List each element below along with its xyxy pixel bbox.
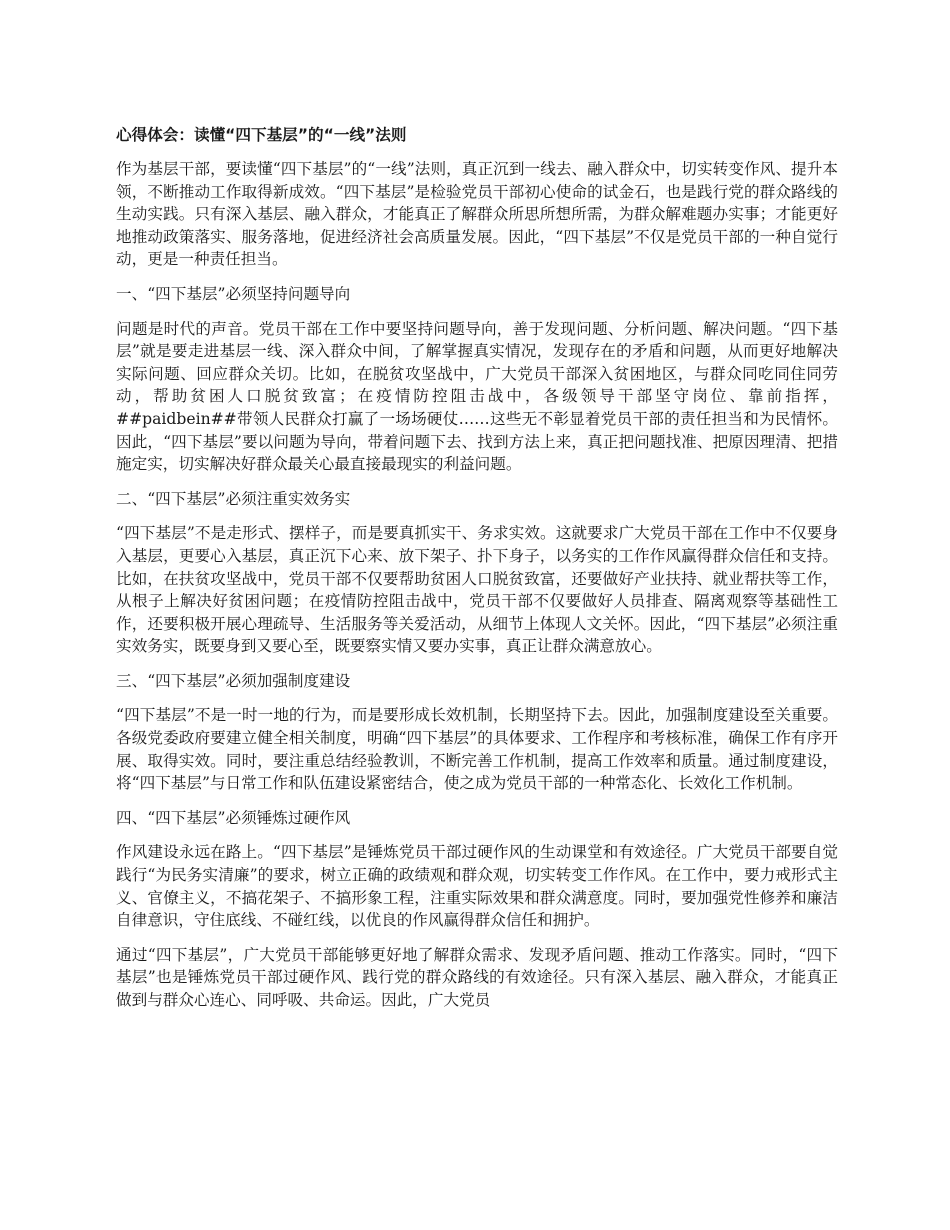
section-body-2: “四下基层”不是走形式、摆样子，而是要真抓实干、务求实效。这就要求广大党员干部在工作中不仅要身入基层，更要心入基层，真正沉下心来、放下架子、扑下身子，以务实的工作作风赢得群众信任和支持。比如，在扶贫攻坚战中，党员干部不仅要帮助贫困人口脱贫致富，还要做好产业扶持、就业帮扶等工作，从根子上解决好贫困问题；在疫情防控阻击战中，党员干部不仅要做好人员排查、隔离观察等基础性工作，还要积极开展心理疏导、生活服务等关爱活动，从细节上体现人文关怀。因此，“四下基层”必须注重实效务实，既要身到又要心至，既要察实情又要办实事，真正让群众满意放心。 xyxy=(116,524,838,656)
section-body-4: 作风建设永远在路上。“四下基层”是锤炼党员干部过硬作风的生动课堂和有效途径。广大党员干部要自觉践行“为民务实清廉”的要求，树立正确的政绩观和群众观，切实转变工作作风。在工作中，要力戒形式主义、官僚主义，不搞花架子、不搞形象工程，注重实际效果和群众满意度。同时，要加强党性修养和廉洁自律意识，守住底线、不碰红线，以优良的作风赢得群众信任和拥护。 xyxy=(116,843,838,930)
section-heading-4: 四、“四下基层”必须锤炼过硬作风 xyxy=(116,808,351,827)
intro-paragraph: 作为基层干部，要读懂“四下基层”的“一线”法则，真正沉到一线去、融入群众中，切实转变作风、提升本领，不断推动工作取得新成效。“四下基层”是检验党员干部初心使命的试金石，也是践行党的群众路线的生动实践。只有深入基层、融入群众，才能真正了解群众所思所想所需，为群众解难题办实事；才能更好地推动政策落实、服务落地，促进经济社会高质量发展。因此，“四下基层”不仅是党员干部的一种自觉行动，更是一种责任担当。 xyxy=(116,160,838,269)
section-body-3: “四下基层”不是一时一地的行为，而是要形成长效机制，长期坚持下去。因此，加强制度建设至关重要。各级党委政府要建立健全相关制度，明确“四下基层”的具体要求、工作程序和考核标准，确保工作有序开展、取得实效。同时，要注重总结经验教训，不断完善工作机制，提高工作效率和质量。通过制度建设，将“四下基层”与日常工作和队伍建设紧密结合，使之成为党员干部的一种常态化、长效化工作机制。 xyxy=(116,706,838,793)
section-heading-3: 三、“四下基层”必须加强制度建设 xyxy=(116,671,351,690)
section-body-1: 问题是时代的声音。党员干部在工作中要坚持问题导向，善于发现问题、分析问题、解决问题。“四下基层”就是要走进基层一线、深入群众中间，了解掌握真实情况，发现存在的矛盾和问题，从而更好地解决实际问题、回应群众关切。比如，在脱贫攻坚战中，广大党员干部深入贫困地区，与群众同吃同住同劳动，帮助贫困人口脱贫致富；在疫情防控阻击战中，各级领导干部坚守岗位、靠前指挥，##paidbein##带领人民群众打赢了一场场硬仗……这些无不彰显着党员干部的责任担当和为民情怀。因此，“四下基层”要以问题为导向，带着问题下去、找到方法上来，真正把问题找准、把原因理清、把措施定实，切实解决好群众最关心最直接最现实的利益问题。 xyxy=(116,319,838,474)
closing-paragraph: 通过“四下基层”，广大党员干部能够更好地了解群众需求、发现矛盾问题、推动工作落实。同时，“四下基层”也是锤炼党员干部过硬作风、践行党的群众路线的有效途径。只有深入基层、融入群众，才能真正做到与群众心连心、同呼吸、共命运。因此，广大党员 xyxy=(116,945,838,1009)
document-title: 心得体会：读懂“四下基层”的“一线”法则 xyxy=(116,126,407,144)
document-page xyxy=(116,124,838,1024)
section-heading-2: 二、“四下基层”必须注重实效务实 xyxy=(116,489,351,508)
section-heading-1: 一、“四下基层”必须坚持问题导向 xyxy=(116,284,351,303)
